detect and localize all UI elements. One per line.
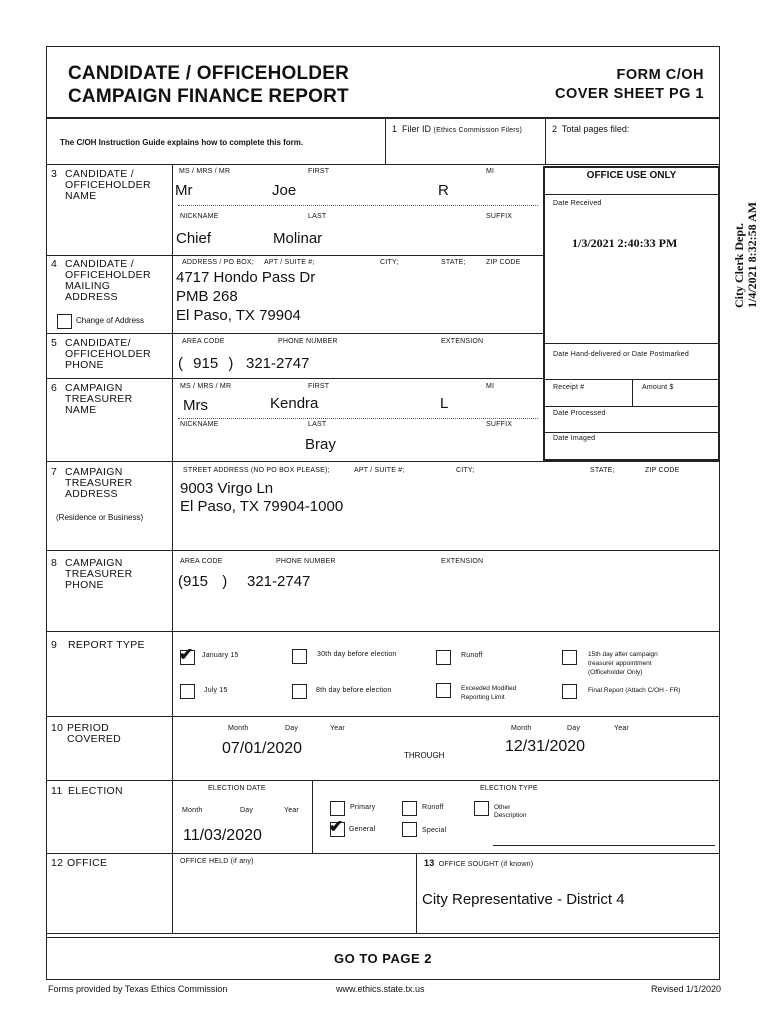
- cand-address-line1: 4717 Hondo Pass Dr: [176, 269, 316, 286]
- section5-bottom: [46, 378, 543, 379]
- 15th-day-line1: 15th day after campaign: [588, 651, 658, 658]
- office-use-line-1: [545, 343, 718, 344]
- section8-num: 8: [51, 557, 58, 569]
- section5-label: CANDIDATE/ OFFICEHOLDER PHONE: [65, 337, 151, 371]
- section8-label: CAMPAIGN TREASURER PHONE: [65, 557, 133, 591]
- treas-mi-label: MI: [486, 383, 495, 390]
- final-report-checkbox[interactable]: [562, 684, 577, 699]
- section3-label: CANDIDATE / OFFICEHOLDER NAME: [65, 168, 151, 202]
- form-code: FORM C/OH: [616, 67, 704, 83]
- final-report-label: Final Report (Attach C/OH - FR): [588, 687, 681, 694]
- exceeded-limit-label: [461, 684, 516, 702]
- exceeded-limit-line2: Reporting Limit: [461, 694, 505, 701]
- cand-mi-value: R: [438, 182, 449, 199]
- section8-bottom: [46, 631, 720, 632]
- cand-first-label: FIRST: [308, 168, 330, 175]
- treas-phone-value: 321-2747: [247, 573, 311, 590]
- cand-addr-col-zip: ZIP CODE: [486, 259, 521, 266]
- footer-provided-by: Forms provided by Texas Ethics Commission: [48, 984, 228, 994]
- through-label: THROUGH: [404, 751, 445, 760]
- runoff-report-checkbox[interactable]: [436, 650, 451, 665]
- cand-title-value: Mr: [175, 182, 193, 199]
- election-divider: [312, 780, 313, 853]
- other-election-checkbox[interactable]: [474, 801, 489, 816]
- total-pages-num: 2: [552, 124, 558, 134]
- title-line2: CAMPAIGN FINANCE REPORT: [68, 86, 349, 107]
- section3-bottom: [46, 255, 543, 256]
- change-of-address-checkbox[interactable]: [57, 314, 72, 329]
- treas-area-value: (915 ): [178, 573, 228, 590]
- election-type-label: ELECTION TYPE: [480, 785, 538, 792]
- row1-divider-a: [385, 118, 386, 165]
- primary-label: Primary: [350, 804, 376, 811]
- cand-addr-col-address: ADDRESS / PO BOX;: [182, 259, 254, 266]
- header-divider: [46, 117, 720, 119]
- cand-phone-value: 321-2747: [246, 355, 310, 372]
- amount-label: Amount $: [642, 384, 674, 391]
- treas-ext-label: EXTENSION: [441, 558, 484, 565]
- date-imaged-label: Date Imaged: [553, 435, 596, 442]
- section6-num: 6: [51, 382, 58, 394]
- cand-phone-label: PHONE NUMBER: [278, 338, 338, 345]
- go-to-page-2: GO TO PAGE 2: [334, 951, 432, 966]
- 15th-day-line3: (Officeholder Only): [588, 669, 643, 676]
- section12-num: 12: [51, 857, 64, 869]
- clerk-stamp: [733, 202, 759, 308]
- treas-addr-col-city: CITY;: [456, 467, 475, 474]
- office-use-title-line: [545, 194, 718, 195]
- 8th-day-label: 8th day before election: [316, 687, 392, 694]
- 15th-day-checkbox[interactable]: [562, 650, 577, 665]
- cand-first-value: Joe: [272, 182, 297, 199]
- election-date-value: 11/03/2020: [183, 827, 262, 844]
- treas-area-label: AREA CODE: [180, 558, 223, 565]
- office-held-label: OFFICE HELD (if any): [180, 858, 254, 865]
- office-sought-text: OFFICE SOUGHT (if known): [438, 861, 534, 868]
- section11-num: 11: [51, 785, 63, 797]
- section11-bottom: [46, 853, 720, 854]
- election-date-label: ELECTION DATE: [208, 785, 266, 792]
- section9-label: REPORT TYPE: [68, 639, 145, 651]
- cand-area-value: ( 915 ): [178, 355, 234, 372]
- cand-name-dotted-line: [178, 205, 538, 206]
- section12-bottom: [46, 933, 720, 934]
- treas-first-value: Kendra: [270, 395, 319, 412]
- cand-address-line3: El Paso, TX 79904: [176, 307, 301, 324]
- section6-bottom: [46, 461, 720, 462]
- special-label: Special: [422, 827, 447, 834]
- treas-addr-col-zip: ZIP CODE: [645, 467, 680, 474]
- from-year-label: Year: [330, 725, 345, 732]
- office-use-receipt-divider: [632, 379, 633, 406]
- treas-last-label: LAST: [308, 421, 327, 428]
- filer-id-note: (Ethics Commission Filers): [433, 127, 522, 134]
- treas-address-line1: 9003 Virgo Ln: [180, 480, 274, 497]
- instruction-guide-text: The C/OH Instruction Guide explains how to complete this form.: [60, 138, 304, 147]
- treas-addr-col-state: STATE;: [590, 467, 615, 474]
- treas-addr-col-apt: APT / SUITE #;: [354, 467, 405, 474]
- cand-nickname-label: NICKNAME: [180, 213, 219, 220]
- cand-last-label: LAST: [308, 213, 327, 220]
- section7-sublabel: (Residence or Business): [56, 513, 144, 522]
- treas-phone-label: PHONE NUMBER: [276, 558, 336, 565]
- election-year-label: Year: [284, 807, 299, 814]
- section7-label: CAMPAIGN TREASURER ADDRESS: [65, 466, 133, 500]
- filer-id-label: [392, 124, 522, 134]
- section4-bottom: [46, 333, 543, 334]
- 30th-day-checkbox[interactable]: [292, 649, 307, 664]
- filer-id-num: 1: [392, 124, 398, 134]
- cand-address-value: [176, 268, 315, 325]
- section5-num: 5: [51, 337, 58, 349]
- to-day-label: Day: [567, 725, 581, 732]
- 15th-day-line2: treasurer appointment: [588, 660, 652, 667]
- stamp-line1: City Clerk Dept.: [732, 223, 746, 308]
- office-use-title: OFFICE USE ONLY: [586, 170, 677, 181]
- treas-last-value: Bray: [305, 436, 336, 453]
- runoff-report-label: Runoff: [461, 652, 483, 659]
- 30th-day-label: 30th day before election: [317, 651, 397, 658]
- cand-suffix-label: SUFFIX: [486, 213, 513, 220]
- july-15-checkbox[interactable]: [180, 684, 195, 699]
- treas-suffix-label: SUFFIX: [486, 421, 513, 428]
- office-use-line-3: [545, 406, 718, 407]
- runoff-election-label: Runoff: [422, 804, 444, 811]
- office-divider: [416, 853, 417, 934]
- exceeded-limit-checkbox[interactable]: [436, 683, 451, 698]
- form-title: [68, 62, 349, 108]
- section4-num: 4: [51, 258, 58, 270]
- other-election-label: [494, 804, 527, 820]
- form-page-label: COVER SHEET PG 1: [554, 86, 704, 102]
- section9-bottom: [46, 716, 720, 717]
- section9-divider: [172, 632, 173, 716]
- treas-address-value: [180, 480, 343, 516]
- cand-mi-label: MI: [486, 168, 495, 175]
- treas-mi-value: L: [440, 395, 449, 412]
- row1-bottom: [46, 164, 545, 165]
- frame-left-border: [46, 46, 47, 980]
- section3-num: 3: [51, 168, 58, 180]
- title-line1: CANDIDATE / OFFICEHOLDER: [68, 63, 349, 84]
- office-sought-value: City Representative - District 4: [422, 891, 625, 908]
- office-sought-label: [424, 858, 533, 868]
- cand-last-value: Molinar: [273, 230, 323, 247]
- cand-ext-label: EXTENSION: [441, 338, 484, 345]
- cand-title-label: MS / MRS / MR: [179, 168, 231, 175]
- 8th-day-checkbox[interactable]: [292, 684, 307, 699]
- other-description-line: [493, 845, 715, 846]
- date-received-label: Date Received: [553, 200, 602, 207]
- runoff-election-checkbox[interactable]: [402, 801, 417, 816]
- section11-label: ELECTION: [68, 785, 123, 797]
- section12-bottom-double: [46, 937, 720, 938]
- footer-revised: Revised 1/1/2020: [650, 984, 721, 994]
- office-sought-num: 13: [424, 858, 435, 868]
- section9-num: 9: [51, 639, 58, 651]
- treas-addr-col-street: STREET ADDRESS (NO PO BOX PLEASE);: [183, 467, 330, 474]
- cand-addr-col-state: STATE;: [441, 259, 466, 266]
- frame-bottom-border: [46, 979, 720, 980]
- primary-checkbox[interactable]: [330, 801, 345, 816]
- to-month-label: Month: [511, 725, 532, 732]
- treas-nickname-label: NICKNAME: [180, 421, 219, 428]
- form-id: [520, 66, 704, 104]
- treas-first-label: FIRST: [308, 383, 330, 390]
- section4-label: CANDIDATE / OFFICEHOLDER MAILING ADDRESS: [65, 258, 151, 303]
- section10-bottom: [46, 780, 720, 781]
- july-15-label: July 15: [204, 687, 228, 694]
- stamp-line2: 1/4/2021 8:32:58 AM: [745, 202, 759, 308]
- total-pages-text: Total pages filed:: [561, 124, 630, 134]
- exceeded-limit-line1: Exceeded Modified: [461, 685, 517, 692]
- period-from-value: 07/01/2020: [222, 740, 303, 757]
- january-15-check-icon: ✔: [179, 645, 194, 664]
- section10-label: PERIOD COVERED: [67, 722, 122, 745]
- frame-top-border: [46, 46, 720, 47]
- section10-num: 10: [51, 722, 64, 734]
- section7-num: 7: [51, 466, 58, 478]
- change-of-address-label: Change of Address: [76, 316, 145, 325]
- general-label: General: [349, 826, 376, 833]
- period-to-value: 12/31/2020: [505, 738, 586, 755]
- election-day-label: Day: [240, 807, 254, 814]
- from-month-label: Month: [228, 725, 249, 732]
- treas-address-line2: El Paso, TX 79904-1000: [180, 498, 344, 515]
- other-line2: Description: [494, 812, 527, 819]
- section7-bottom: [46, 550, 720, 551]
- label-column-divider: [172, 165, 173, 631]
- to-year-label: Year: [614, 725, 629, 732]
- receipt-label: Receipt #: [553, 384, 585, 391]
- 15th-day-label: [588, 650, 658, 677]
- cand-nickname-value: Chief: [176, 230, 212, 247]
- row1-divider-b: [545, 118, 546, 165]
- cand-addr-col-city: CITY;: [380, 259, 399, 266]
- row1-bottom-right: [545, 164, 720, 165]
- date-received-value: 1/3/2021 2:40:33 PM: [572, 236, 678, 250]
- treas-title-value: Mrs: [183, 397, 208, 414]
- general-check-icon: ✔: [329, 817, 344, 836]
- hand-delivered-label: Date Hand-delivered or Date Postmarked: [553, 351, 689, 358]
- treas-name-dotted-line: [178, 418, 538, 419]
- label-column-divider-lower: [172, 716, 173, 934]
- date-processed-label: Date Processed: [553, 410, 606, 417]
- total-pages-label: [552, 124, 629, 134]
- office-use-line-4: [545, 432, 718, 433]
- from-day-label: Day: [285, 725, 299, 732]
- special-checkbox[interactable]: [402, 822, 417, 837]
- section6-label: CAMPAIGN TREASURER NAME: [65, 382, 133, 416]
- footer-website[interactable]: www.ethics.state.tx.us: [336, 984, 425, 994]
- cand-address-line2: PMB 268: [176, 288, 238, 305]
- section12-label: OFFICE: [67, 857, 108, 869]
- filer-id-text: Filer ID: [402, 124, 432, 134]
- january-15-label: January 15: [202, 652, 239, 659]
- other-line1: Other: [494, 804, 511, 811]
- treas-title-label: MS / MRS / MR: [180, 383, 232, 390]
- cand-addr-col-apt: APT / SUITE #;: [264, 259, 315, 266]
- cand-area-label: AREA CODE: [182, 338, 225, 345]
- election-month-label: Month: [182, 807, 203, 814]
